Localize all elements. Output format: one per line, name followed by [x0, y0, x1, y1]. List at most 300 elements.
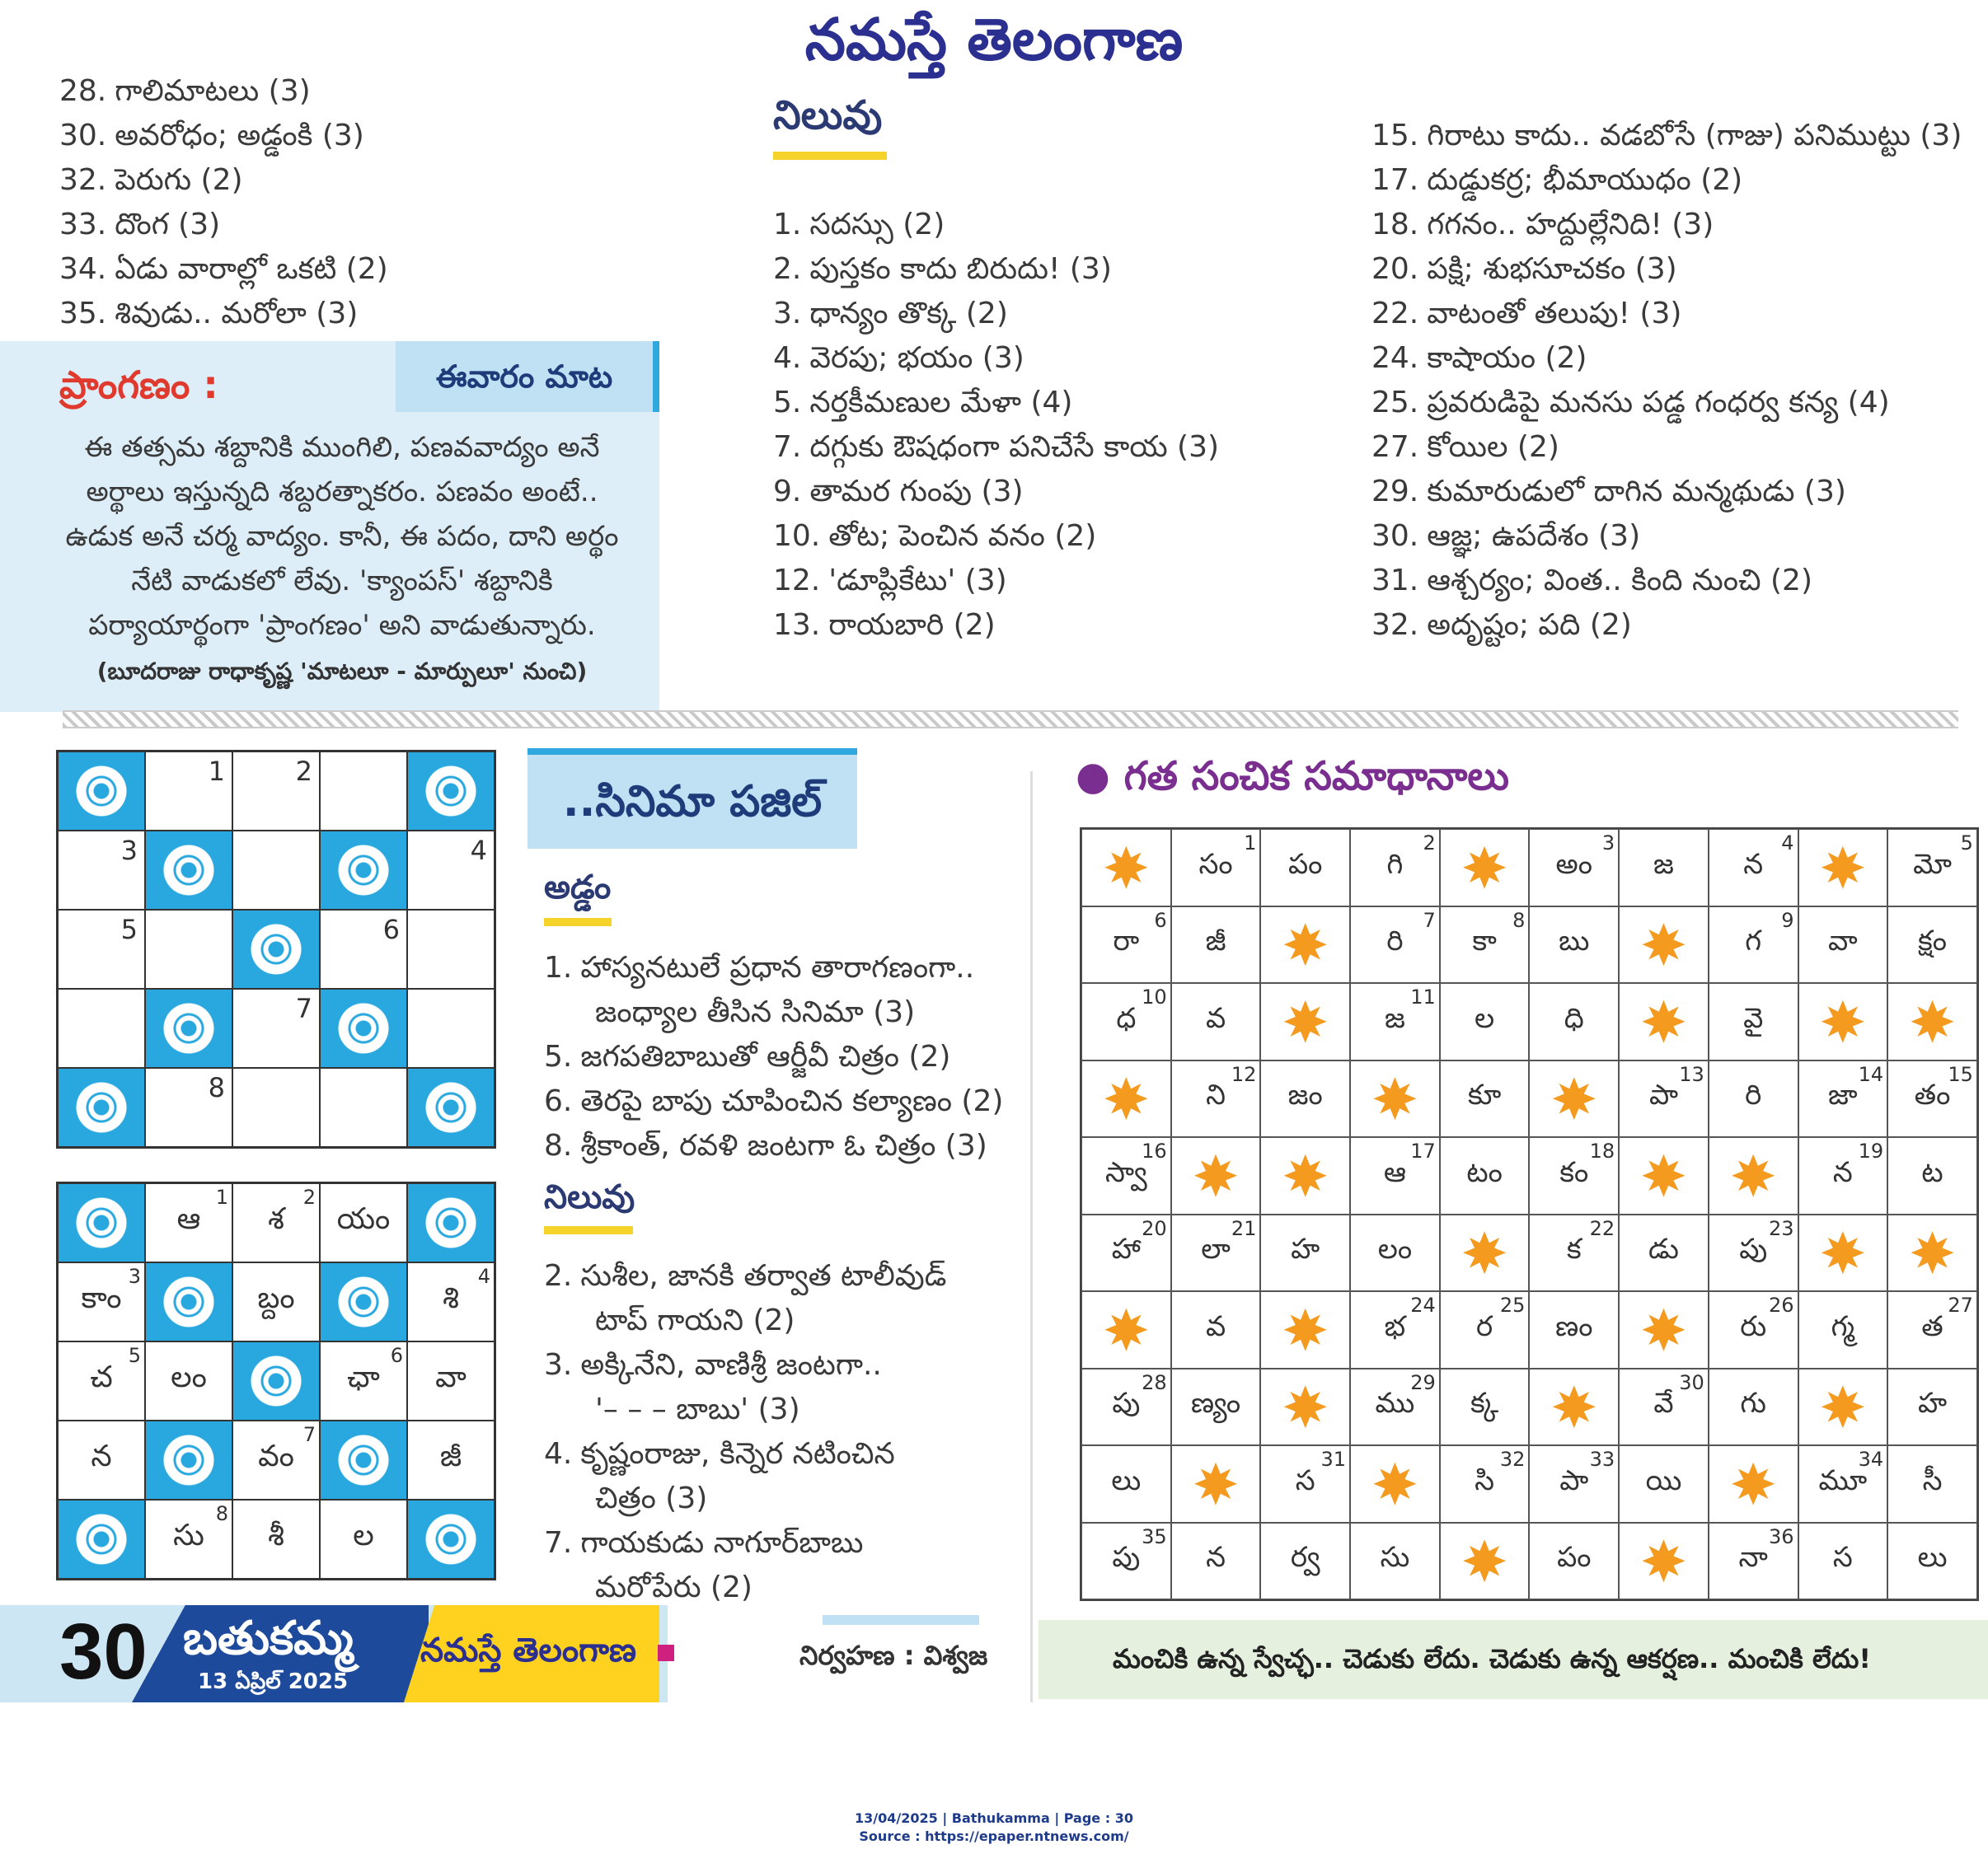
blocked-cell: [1619, 1523, 1709, 1600]
blocked-cell: [1887, 983, 1977, 1060]
clue-item: [773, 425, 1219, 470]
clue-number: 33.: [59, 208, 107, 241]
clue-number: 5.: [773, 386, 802, 419]
clue-item: [544, 1299, 946, 1343]
solution-cell: [1709, 1291, 1798, 1369]
clue-text: నర్తకీమణుల మేళా (4): [809, 386, 1073, 419]
cell-letter: బు: [1559, 925, 1590, 958]
cell-number: 7: [302, 1423, 316, 1446]
clue-text: తెరపై బాపు చూపించిన కల్యాణం (2): [580, 1084, 1004, 1118]
solution-cell: [1798, 1137, 1888, 1215]
blocked-cell: [145, 831, 232, 910]
blocked-cell: [1798, 1369, 1888, 1446]
solution-cell: [1529, 1137, 1619, 1215]
clue-text: గగనం.. హద్దుల్లేనిది! (3): [1427, 208, 1714, 241]
solution-cell: [1350, 829, 1440, 906]
blocked-cell: [1260, 1369, 1350, 1446]
flower-icon: [338, 1003, 389, 1054]
clue-item: [1371, 158, 1962, 203]
flower-icon: [76, 1197, 127, 1248]
solution-cell: [1171, 1060, 1261, 1138]
cell-number: 4: [1781, 831, 1794, 854]
clue-item: [1371, 292, 1962, 336]
solution-cell: [1619, 1060, 1709, 1138]
cinema-adddam-list: [544, 946, 1003, 1168]
clue-text: ఆశ్చర్యం; వింత.. కింది నుంచి (2): [1427, 564, 1813, 597]
blocked-cell: [1709, 1445, 1798, 1523]
solution-cell: [1529, 983, 1619, 1060]
cell-letter: హ: [1291, 1233, 1320, 1266]
clue-text: సదస్సు (2): [809, 208, 945, 241]
clue-number: 2.: [544, 1259, 573, 1293]
cell-number: 5: [120, 914, 138, 945]
cell-letter: ము: [1375, 1387, 1415, 1421]
solution-cell: [1529, 829, 1619, 906]
cell-letter: సు: [1380, 1541, 1410, 1575]
nirvahana-bar: [823, 1615, 979, 1625]
clue-number: 6.: [544, 1084, 573, 1118]
cell-number: 18: [1589, 1140, 1615, 1163]
blocked-cell: [1440, 1523, 1530, 1600]
flower-icon: [338, 1276, 389, 1327]
blocked-cell: [1350, 1060, 1440, 1138]
cell-number: 5: [128, 1344, 141, 1367]
clue-number: 28.: [59, 74, 107, 108]
cell-letter: రు: [1740, 1309, 1767, 1343]
grid-cell: [145, 910, 232, 989]
blocked-cell: [1081, 1291, 1171, 1369]
solution-cell: [1171, 1523, 1261, 1600]
clue-number: 30.: [59, 119, 107, 152]
clue-item: [59, 158, 388, 203]
clue-text: మరోపేరు (2): [595, 1571, 753, 1604]
flower-icon: [163, 1003, 214, 1054]
blocked-cell: [407, 751, 495, 831]
clue-text: ప్రవరుడిపై మనసు పడ్డ గంధర్వ కన్య (4): [1427, 386, 1890, 419]
cell-number: 34: [1858, 1448, 1884, 1471]
blocked-cell: [1081, 1060, 1171, 1138]
blocked-cell: [407, 1500, 495, 1579]
cell-letter: వా: [435, 1360, 467, 1394]
cell-number: 7: [1423, 908, 1436, 932]
clue-number: 34.: [59, 252, 107, 286]
niluvu-clue-list-1: [773, 203, 1219, 648]
clue-text: తామర గుంపు (3): [809, 475, 1024, 508]
cell-letter: గి: [1386, 847, 1404, 881]
clue-text: ధాన్యం తొక్క (2): [809, 297, 1008, 330]
cell-letter: గ: [1745, 925, 1762, 958]
flower-icon: [251, 924, 302, 975]
clue-number: 3.: [544, 1348, 573, 1382]
star-icon: [1642, 1000, 1685, 1043]
clue-item: [544, 1254, 946, 1299]
word-of-week-tab: ఈవారం మాట: [396, 341, 659, 412]
grid-cell: [407, 910, 495, 989]
masthead-logo: నమస్తే తెలంగాణ: [804, 5, 1184, 73]
blocked-cell: [1081, 829, 1171, 906]
clue-number: 12.: [773, 564, 821, 597]
cell-letter: రి: [1745, 1079, 1762, 1112]
grid-cell: [232, 989, 320, 1068]
clue-number: 4.: [773, 341, 802, 375]
cell-letter: హా: [1111, 1233, 1141, 1266]
blocked-cell: [1529, 1369, 1619, 1446]
clue-number: 8.: [544, 1129, 573, 1163]
cell-letter: స: [1295, 1463, 1315, 1497]
star-icon: [1642, 1309, 1685, 1351]
solution-cell: [1260, 829, 1350, 906]
cell-letter: శ: [268, 1202, 284, 1236]
solution-cell: [1350, 906, 1440, 984]
flower-icon: [76, 765, 127, 817]
clue-number: 30.: [1371, 519, 1419, 553]
cell-number: 1: [208, 756, 225, 787]
solution-cell: [1440, 1137, 1530, 1215]
clue-number: 3.: [773, 297, 802, 330]
solution-cell: [1709, 1369, 1798, 1446]
cell-number: 19: [1858, 1140, 1884, 1163]
cell-letter: యం: [336, 1202, 391, 1236]
clue-item: [544, 1566, 946, 1610]
grid-cell: [320, 1341, 407, 1421]
solution-cell: [1887, 1369, 1977, 1446]
blocked-cell: [58, 751, 145, 831]
blocked-cell: [1887, 1215, 1977, 1292]
blocked-cell: [58, 1183, 145, 1262]
cell-number: 26: [1768, 1294, 1794, 1317]
clue-number: 31.: [1371, 564, 1419, 597]
cell-letter: లు: [1111, 1463, 1142, 1497]
clue-item: [1371, 559, 1962, 603]
flower-icon: [425, 1082, 476, 1133]
cell-letter: పు: [1112, 1541, 1141, 1575]
cell-number: 5: [1960, 831, 1973, 854]
cell-number: 13: [1679, 1062, 1704, 1086]
cell-number: 30: [1679, 1370, 1704, 1394]
clue-number: 32.: [1371, 608, 1419, 642]
clue-item: [544, 1079, 1003, 1124]
cell-letter: యి: [1645, 1463, 1682, 1497]
solution-cell: [1709, 1060, 1798, 1138]
cell-number: 24: [1410, 1294, 1436, 1317]
grid-cell: [407, 831, 495, 910]
solution-cell: [1440, 983, 1530, 1060]
cell-letter: భ: [1384, 1309, 1406, 1343]
solution-cell: [1619, 1215, 1709, 1292]
grid-cell: [58, 1341, 145, 1421]
clue-number: 25.: [1371, 386, 1419, 419]
cell-number: 12: [1231, 1062, 1257, 1086]
paper-name: నమస్తే తెలంగాణ: [420, 1632, 637, 1669]
niluvu-clue-list-2: [1371, 114, 1962, 648]
clue-number: 17.: [1371, 163, 1419, 197]
cell-number: 15: [1948, 1062, 1973, 1086]
star-icon: [1284, 1385, 1327, 1428]
cell-letter: ధి: [1564, 1001, 1584, 1035]
adddam-clue-list: [59, 69, 388, 336]
solutions-title-text: గత సంచిక సమాధానాలు: [1123, 753, 1510, 799]
cell-letter: సం: [1198, 847, 1233, 881]
grid-cell: [145, 1341, 232, 1421]
clue-text: వాటంతో తలుపు! (3): [1427, 297, 1682, 330]
star-icon: [1463, 1231, 1506, 1274]
flower-icon: [163, 1435, 214, 1486]
clue-number: 7.: [544, 1526, 573, 1560]
grid-cell: [320, 751, 407, 831]
cell-letter: వే: [1653, 1387, 1674, 1421]
solutions-grid: [1080, 827, 1979, 1601]
clue-item: [773, 514, 1219, 559]
cell-number: 8: [1512, 908, 1526, 932]
solution-cell: [1171, 1215, 1261, 1292]
cinema-niluvu-underline: [544, 1226, 633, 1234]
cell-number: 4: [477, 1265, 490, 1288]
niluvu-heading: నిలువు: [773, 92, 883, 138]
cell-letter: క: [1566, 1233, 1582, 1266]
cell-letter: రా: [1113, 925, 1140, 958]
clue-number: 22.: [1371, 297, 1419, 330]
solution-cell: [1350, 1215, 1440, 1292]
solution-cell: [1798, 1060, 1888, 1138]
solution-cell: [1350, 1291, 1440, 1369]
cell-number: 29: [1410, 1370, 1436, 1394]
blocked-cell: [1171, 1445, 1261, 1523]
solution-cell: [1350, 983, 1440, 1060]
clue-text: కోయిల (2): [1427, 430, 1559, 464]
clue-number: 1.: [544, 951, 573, 985]
cell-letter: కా: [1472, 925, 1497, 958]
clue-text: కుమారుడులో దాగిన మన్మథుడు (3): [1427, 475, 1846, 508]
clue-text: 'డూప్లికేటు' (3): [828, 564, 1007, 597]
cell-letter: న: [1832, 1155, 1853, 1189]
blocked-cell: [1709, 1137, 1798, 1215]
grid-cell: [407, 1262, 495, 1341]
clue-number: 13.: [773, 608, 821, 642]
clue-text: పెరుగు (2): [115, 163, 243, 197]
cell-letter: పు: [1112, 1387, 1141, 1421]
blocked-cell: [1260, 1137, 1350, 1215]
cell-letter: పం: [1288, 847, 1323, 881]
clue-number: 4.: [544, 1437, 573, 1471]
cell-letter: ఛా: [347, 1360, 380, 1394]
clue-item: [773, 336, 1219, 381]
solution-cell: [1798, 1445, 1888, 1523]
clue-text: ఏడు వారాల్లో ఒకటి (2): [115, 252, 388, 286]
cell-letter: అం: [1555, 847, 1592, 881]
grid-cell: [58, 1421, 145, 1500]
clue-item: [773, 381, 1219, 425]
cell-letter: ధ: [1116, 1001, 1137, 1035]
solution-cell: [1529, 1445, 1619, 1523]
cell-number: 1: [215, 1186, 228, 1209]
blocked-cell: [58, 1500, 145, 1579]
cell-number: 27: [1948, 1294, 1973, 1317]
grid-cell: [232, 1068, 320, 1147]
flower-icon: [338, 1435, 389, 1486]
cell-number: 28: [1142, 1370, 1167, 1394]
blocked-cell: [320, 1421, 407, 1500]
solution-cell: [1798, 906, 1888, 984]
solution-cell: [1887, 829, 1977, 906]
clue-item: [59, 69, 388, 114]
cell-number: 6: [1154, 908, 1167, 932]
star-icon: [1284, 1154, 1327, 1197]
clue-item: [773, 203, 1219, 247]
cell-letter: వ: [1205, 1001, 1226, 1035]
section-divider: [63, 710, 1958, 728]
star-icon: [1284, 1309, 1327, 1351]
column-rule: [1030, 771, 1033, 1702]
grid-cell: [232, 1500, 320, 1579]
clue-item: [773, 470, 1219, 514]
cell-number: 9: [1781, 908, 1794, 932]
clue-text: కృష్ణంరాజు, కిన్నెర నటించిన: [580, 1437, 895, 1471]
clue-text: వెరపు; భయం (3): [809, 341, 1024, 375]
solution-cell: [1887, 1291, 1977, 1369]
star-icon: [1822, 846, 1864, 889]
solution-cell: [1171, 983, 1261, 1060]
solution-cell: [1081, 1137, 1171, 1215]
clue-number: 35.: [59, 297, 107, 330]
cell-letter: ల: [1475, 1001, 1495, 1035]
solution-cell: [1081, 906, 1171, 984]
solution-cell: [1887, 1137, 1977, 1215]
clue-text: అక్కినేని, వాణిశ్రీ జంటగా..: [580, 1348, 882, 1382]
solution-cell: [1350, 1369, 1440, 1446]
clue-text: గాలిమాటలు (3): [115, 74, 311, 108]
solution-cell: [1709, 906, 1798, 984]
star-icon: [1732, 1154, 1775, 1197]
word-title: ప్రాంగణం :: [59, 363, 218, 407]
cell-letter: న: [1743, 847, 1764, 881]
solution-cell: [1260, 1445, 1350, 1523]
clue-item: [59, 247, 388, 292]
clue-text: టాప్ గాయని (2): [595, 1304, 795, 1337]
cinema-adddam-heading: అడ్డం: [544, 868, 612, 906]
star-icon: [1822, 1385, 1864, 1428]
blocked-cell: [407, 1068, 495, 1147]
star-icon: [1911, 1000, 1954, 1043]
cell-number: 35: [1142, 1524, 1167, 1548]
cell-letter: పా: [1648, 1079, 1678, 1112]
clue-text: దొంగ (3): [115, 208, 221, 241]
cell-letter: ర్వ: [1290, 1541, 1320, 1575]
niluvu-underline: [773, 152, 887, 160]
cell-letter: న: [91, 1440, 112, 1473]
grid-cell: [145, 1183, 232, 1262]
star-icon: [1642, 1539, 1685, 1582]
cinema-niluvu-list: [544, 1254, 946, 1610]
grid-cell: [232, 1183, 320, 1262]
clue-number: 29.: [1371, 475, 1419, 508]
cell-number: 11: [1410, 986, 1436, 1009]
clue-item: [1371, 203, 1962, 247]
cell-number: 1: [1244, 831, 1257, 854]
solution-cell: [1798, 1523, 1888, 1600]
star-icon: [1642, 1154, 1685, 1197]
solution-cell: [1350, 1137, 1440, 1215]
clue-item: [773, 292, 1219, 336]
star-icon: [1822, 1231, 1864, 1274]
solution-cell: [1529, 1523, 1619, 1600]
solution-cell: [1171, 906, 1261, 984]
clue-text: దగ్గుకు ఔషధంగా పనిచేసే కాయ (3): [809, 430, 1220, 464]
clue-text: ఆజ్ఞ; ఉపదేశం (3): [1427, 519, 1641, 553]
solution-cell: [1440, 1369, 1530, 1446]
blocked-cell: [58, 1068, 145, 1147]
cell-letter: వ: [1205, 1309, 1226, 1343]
solution-cell: [1081, 1445, 1171, 1523]
solution-cell: [1709, 1523, 1798, 1600]
clue-number: 18.: [1371, 208, 1419, 241]
cell-letter: హ: [1917, 1387, 1948, 1421]
cell-letter: సీ: [1922, 1463, 1943, 1497]
solution-cell: [1709, 829, 1798, 906]
cell-letter: జీ: [439, 1440, 462, 1473]
cell-letter: సి: [1475, 1463, 1495, 1497]
blocked-cell: [320, 831, 407, 910]
cell-letter: ఆ: [176, 1202, 201, 1236]
clue-item: [59, 114, 388, 158]
cell-letter: బ్దం: [257, 1281, 295, 1315]
clue-item: [544, 1343, 946, 1388]
page-number: 30: [59, 1608, 148, 1696]
clue-text: గిరాటు కాదు.. వడబోసే (గాజు) పనిముట్టు (3): [1427, 119, 1962, 152]
star-icon: [1553, 1385, 1596, 1428]
cell-letter: పం: [1557, 1541, 1592, 1575]
clue-text: పుస్తకం కాదు బిరుదు! (3): [809, 252, 1112, 286]
solution-cell: [1081, 1523, 1171, 1600]
blocked-cell: [1440, 829, 1530, 906]
grid-cell: [58, 910, 145, 989]
cell-letter: జీ: [1205, 925, 1226, 958]
cell-letter: కాం: [81, 1281, 122, 1315]
cell-letter: చ: [90, 1360, 113, 1394]
clue-item: [544, 1124, 1003, 1168]
cell-letter: డు: [1648, 1233, 1679, 1266]
blocked-cell: [145, 989, 232, 1068]
solutions-title: ● గత సంచిక సమాధానాలు: [1076, 753, 1510, 799]
issue-date: 13 ఏప్రిల్ 2025: [198, 1669, 349, 1694]
blocked-cell: [232, 1341, 320, 1421]
cell-number: 21: [1231, 1216, 1257, 1240]
star-icon: [1104, 1309, 1147, 1351]
clue-text: తోట; పెంచిన వనం (2): [828, 519, 1097, 553]
clue-item: [544, 990, 1003, 1035]
cell-number: 8: [208, 1072, 225, 1103]
blocked-cell: [145, 1262, 232, 1341]
grid-cell: [145, 1068, 232, 1147]
blocked-cell: [1350, 1445, 1440, 1523]
cell-letter: స్వా: [1105, 1155, 1147, 1189]
grid-cell: [320, 1068, 407, 1147]
clue-number: 7.: [773, 430, 802, 464]
star-icon: [1194, 1154, 1237, 1197]
clue-text: జంధ్యాల తీసిన సినిమా (3): [595, 995, 916, 1029]
cell-number: 23: [1768, 1216, 1794, 1240]
cell-letter: లు: [1917, 1541, 1948, 1575]
grid-cell: [145, 1500, 232, 1579]
cell-letter: గ్మ: [1831, 1309, 1855, 1343]
cell-letter: త: [1921, 1309, 1943, 1343]
cell-number: 4: [470, 835, 487, 866]
cell-letter: జ: [1653, 847, 1674, 881]
clue-item: [773, 603, 1219, 648]
clue-item: [1371, 470, 1962, 514]
grid-cell: [145, 751, 232, 831]
cell-letter: శి: [443, 1281, 459, 1315]
flower-icon: [76, 1082, 127, 1133]
